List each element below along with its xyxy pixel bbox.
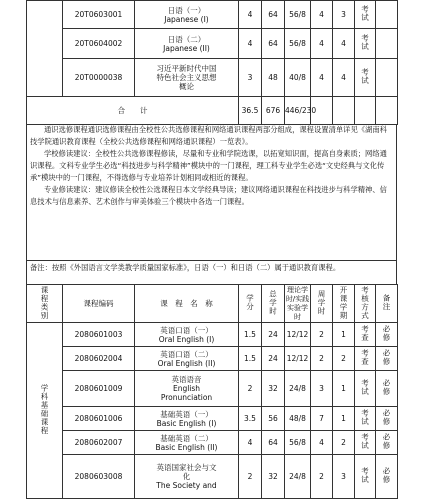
table-row: [27, 347, 398, 371]
course-code: 2080603008: [63, 455, 135, 499]
theory-practice-hours: 48/8: [285, 407, 311, 431]
course-code: 20T0000038: [63, 59, 135, 97]
total-row: [27, 97, 398, 125]
header-exam: 考核方式: [355, 285, 376, 323]
table-row: [27, 59, 398, 97]
term: 4: [333, 59, 355, 97]
term: 1: [333, 407, 355, 431]
credit: 4: [239, 431, 262, 455]
note-paragraph: 专业修读建议：建议修读全校性公选课程日本文学经典导读；建议网络通识课程在科技进步与科学精神、信息技术与信息素养、艺术创作与审美体验三个模块中各选一门课程。: [30, 185, 387, 206]
course-name: 日语（一） Japanese (I): [135, 1, 239, 29]
course-code: 2080602004: [63, 347, 135, 371]
theory-practice-hours: 40/8: [285, 59, 311, 97]
table-row: [27, 29, 398, 59]
remark-cell: [376, 1, 398, 29]
exam-method: 考试: [355, 29, 376, 59]
course-name: 英语语音 English Pronunciation: [135, 371, 239, 407]
header-remark: 备注: [376, 285, 398, 323]
header-row: [27, 285, 398, 323]
table-row: [27, 323, 398, 347]
weekly-hours: 4: [311, 431, 333, 455]
theory-practice-hours: 24/8: [285, 371, 311, 407]
elective-notes: [26, 124, 397, 260]
header-term: 开课学期: [333, 285, 355, 323]
exam-method: 考查: [355, 347, 376, 371]
exam-method: 考试: [355, 431, 376, 455]
course-code: 20T0603001: [63, 1, 135, 29]
theory-practice-hours: 56/8: [285, 1, 311, 29]
remark-note: 备注：按照《外国语言文学类教学质量国家标准》，日语（一）和日语（二）属于通识教育课程。: [26, 260, 397, 284]
total-hours: 48: [262, 59, 285, 97]
note-paragraph: 学校修读建议：全校性公共选修课程修读，尽量和专业和学院选课，以拓宽知识面，提高自身素质；网络通识课程。文科专业学生必选“科技进步与科学精神”模块中的一门课程，理工科专业学生必选“文史经典与文化传承”模块中的一门课程，不得选修与专业培养计划相同或相近的课程。: [30, 149, 387, 182]
total-hours: 64: [262, 431, 285, 455]
exam-method: 考试: [355, 371, 376, 407]
credit: 1.5: [239, 347, 262, 371]
course-code: 2080601006: [63, 407, 135, 431]
exam-method: 考试: [355, 455, 376, 499]
header-split: 理论学时/实践实验学时: [285, 285, 310, 321]
theory-practice-hours: 56/8: [285, 431, 311, 455]
total-hours: 24: [262, 347, 285, 371]
course-code: 2080601003: [63, 323, 135, 347]
remark: 必修: [376, 347, 398, 371]
header-credit: 学分: [239, 285, 262, 323]
remark: 必修: [376, 431, 398, 455]
theory-practice-hours: 24/8: [285, 455, 311, 499]
total-hours: 64: [262, 29, 285, 59]
total-hours: 24: [262, 323, 285, 347]
header-code: 课程编码: [63, 285, 135, 323]
weekly-hours: 4: [311, 59, 333, 97]
table-row: [27, 431, 398, 455]
term: 1: [333, 323, 355, 347]
course-name: 基础英语（二） Basic English (II): [135, 431, 239, 455]
credit: 4: [239, 29, 262, 59]
total-hours: 676: [262, 97, 285, 125]
total-label: 合 计: [27, 97, 239, 125]
course-name: 英语口语（一） Oral English (I): [135, 323, 239, 347]
total-hours: 64: [262, 1, 285, 29]
course-name: 日语（二） Japanese (II): [135, 29, 239, 59]
credit: 2: [239, 455, 262, 499]
weekly-hours: 2: [311, 347, 333, 371]
course-name: 习近平新时代中国 特色社会主义思想 概论: [135, 59, 239, 97]
theory-practice-hours: 12/12: [285, 347, 311, 371]
course-code: 2080602007: [63, 431, 135, 455]
header-name: 课 程 名 称: [135, 285, 239, 323]
table-row: [27, 407, 398, 431]
weekly-hours: 4: [311, 1, 333, 29]
table-row: [27, 455, 398, 499]
exam-method: 考查: [355, 323, 376, 347]
theory-practice-hours: 56/8: [285, 29, 311, 59]
total-hours: 32: [262, 455, 285, 499]
course-name: 基础英语（一） Basic English (I): [135, 407, 239, 431]
bottom-course-table: [26, 284, 398, 499]
total-split: 446/230: [285, 97, 311, 125]
theory-practice-hours: 12/12: [285, 323, 311, 347]
term: 2: [333, 347, 355, 371]
course-name: 英语口语（二） Oral English (II): [135, 347, 239, 371]
remark: 必修: [376, 455, 398, 499]
weekly-hours: 2: [311, 455, 333, 499]
category-cell: [27, 1, 63, 97]
credit: 2: [239, 371, 262, 407]
weekly-hours: 4: [311, 29, 333, 59]
total-hours: 56: [262, 407, 285, 431]
weekly-hours: 7: [311, 407, 333, 431]
course-name: 英语国家社会与文 化 The Society and: [135, 455, 239, 499]
exam-method: 考试: [355, 59, 376, 97]
credit: 4: [239, 1, 262, 29]
course-code: 2080601009: [63, 371, 135, 407]
remark-cell: [376, 29, 398, 59]
term: 3: [333, 455, 355, 499]
exam-method: 考试: [355, 1, 376, 29]
header-category: 课程类别: [27, 285, 63, 323]
remark-cell: [376, 59, 398, 97]
course-code: 20T0604002: [63, 29, 135, 59]
total-credit: 36.5: [239, 97, 262, 125]
total-hours: 32: [262, 371, 285, 407]
remark: 必修: [376, 323, 398, 347]
weekly-hours: 3: [311, 371, 333, 407]
weekly-hours: 2: [311, 323, 333, 347]
exam-method: 考试: [355, 407, 376, 431]
term: 4: [333, 29, 355, 59]
credit: 3.5: [239, 407, 262, 431]
note-paragraph: 通识选修课程通识选修课程由全校性公共选修课程和网络通识课程两部分组成，课程设置清单详见《湖南科技学院通识教育课程（全校公共选修课程和网络通识课程）一览表》。: [30, 125, 387, 146]
term: 1: [333, 371, 355, 407]
remark: 必修: [376, 407, 398, 431]
remark: 必修: [376, 371, 398, 407]
header-week: 周学时: [311, 285, 333, 323]
table-row: [27, 1, 398, 29]
table-row: [27, 371, 398, 407]
term: 3: [333, 1, 355, 29]
credit: 3: [239, 59, 262, 97]
header-hours: 总学时: [262, 285, 285, 323]
top-course-table: [26, 0, 398, 125]
term: 2: [333, 431, 355, 455]
credit: 1.5: [239, 323, 262, 347]
group-label: 学科基础课程: [27, 323, 63, 499]
